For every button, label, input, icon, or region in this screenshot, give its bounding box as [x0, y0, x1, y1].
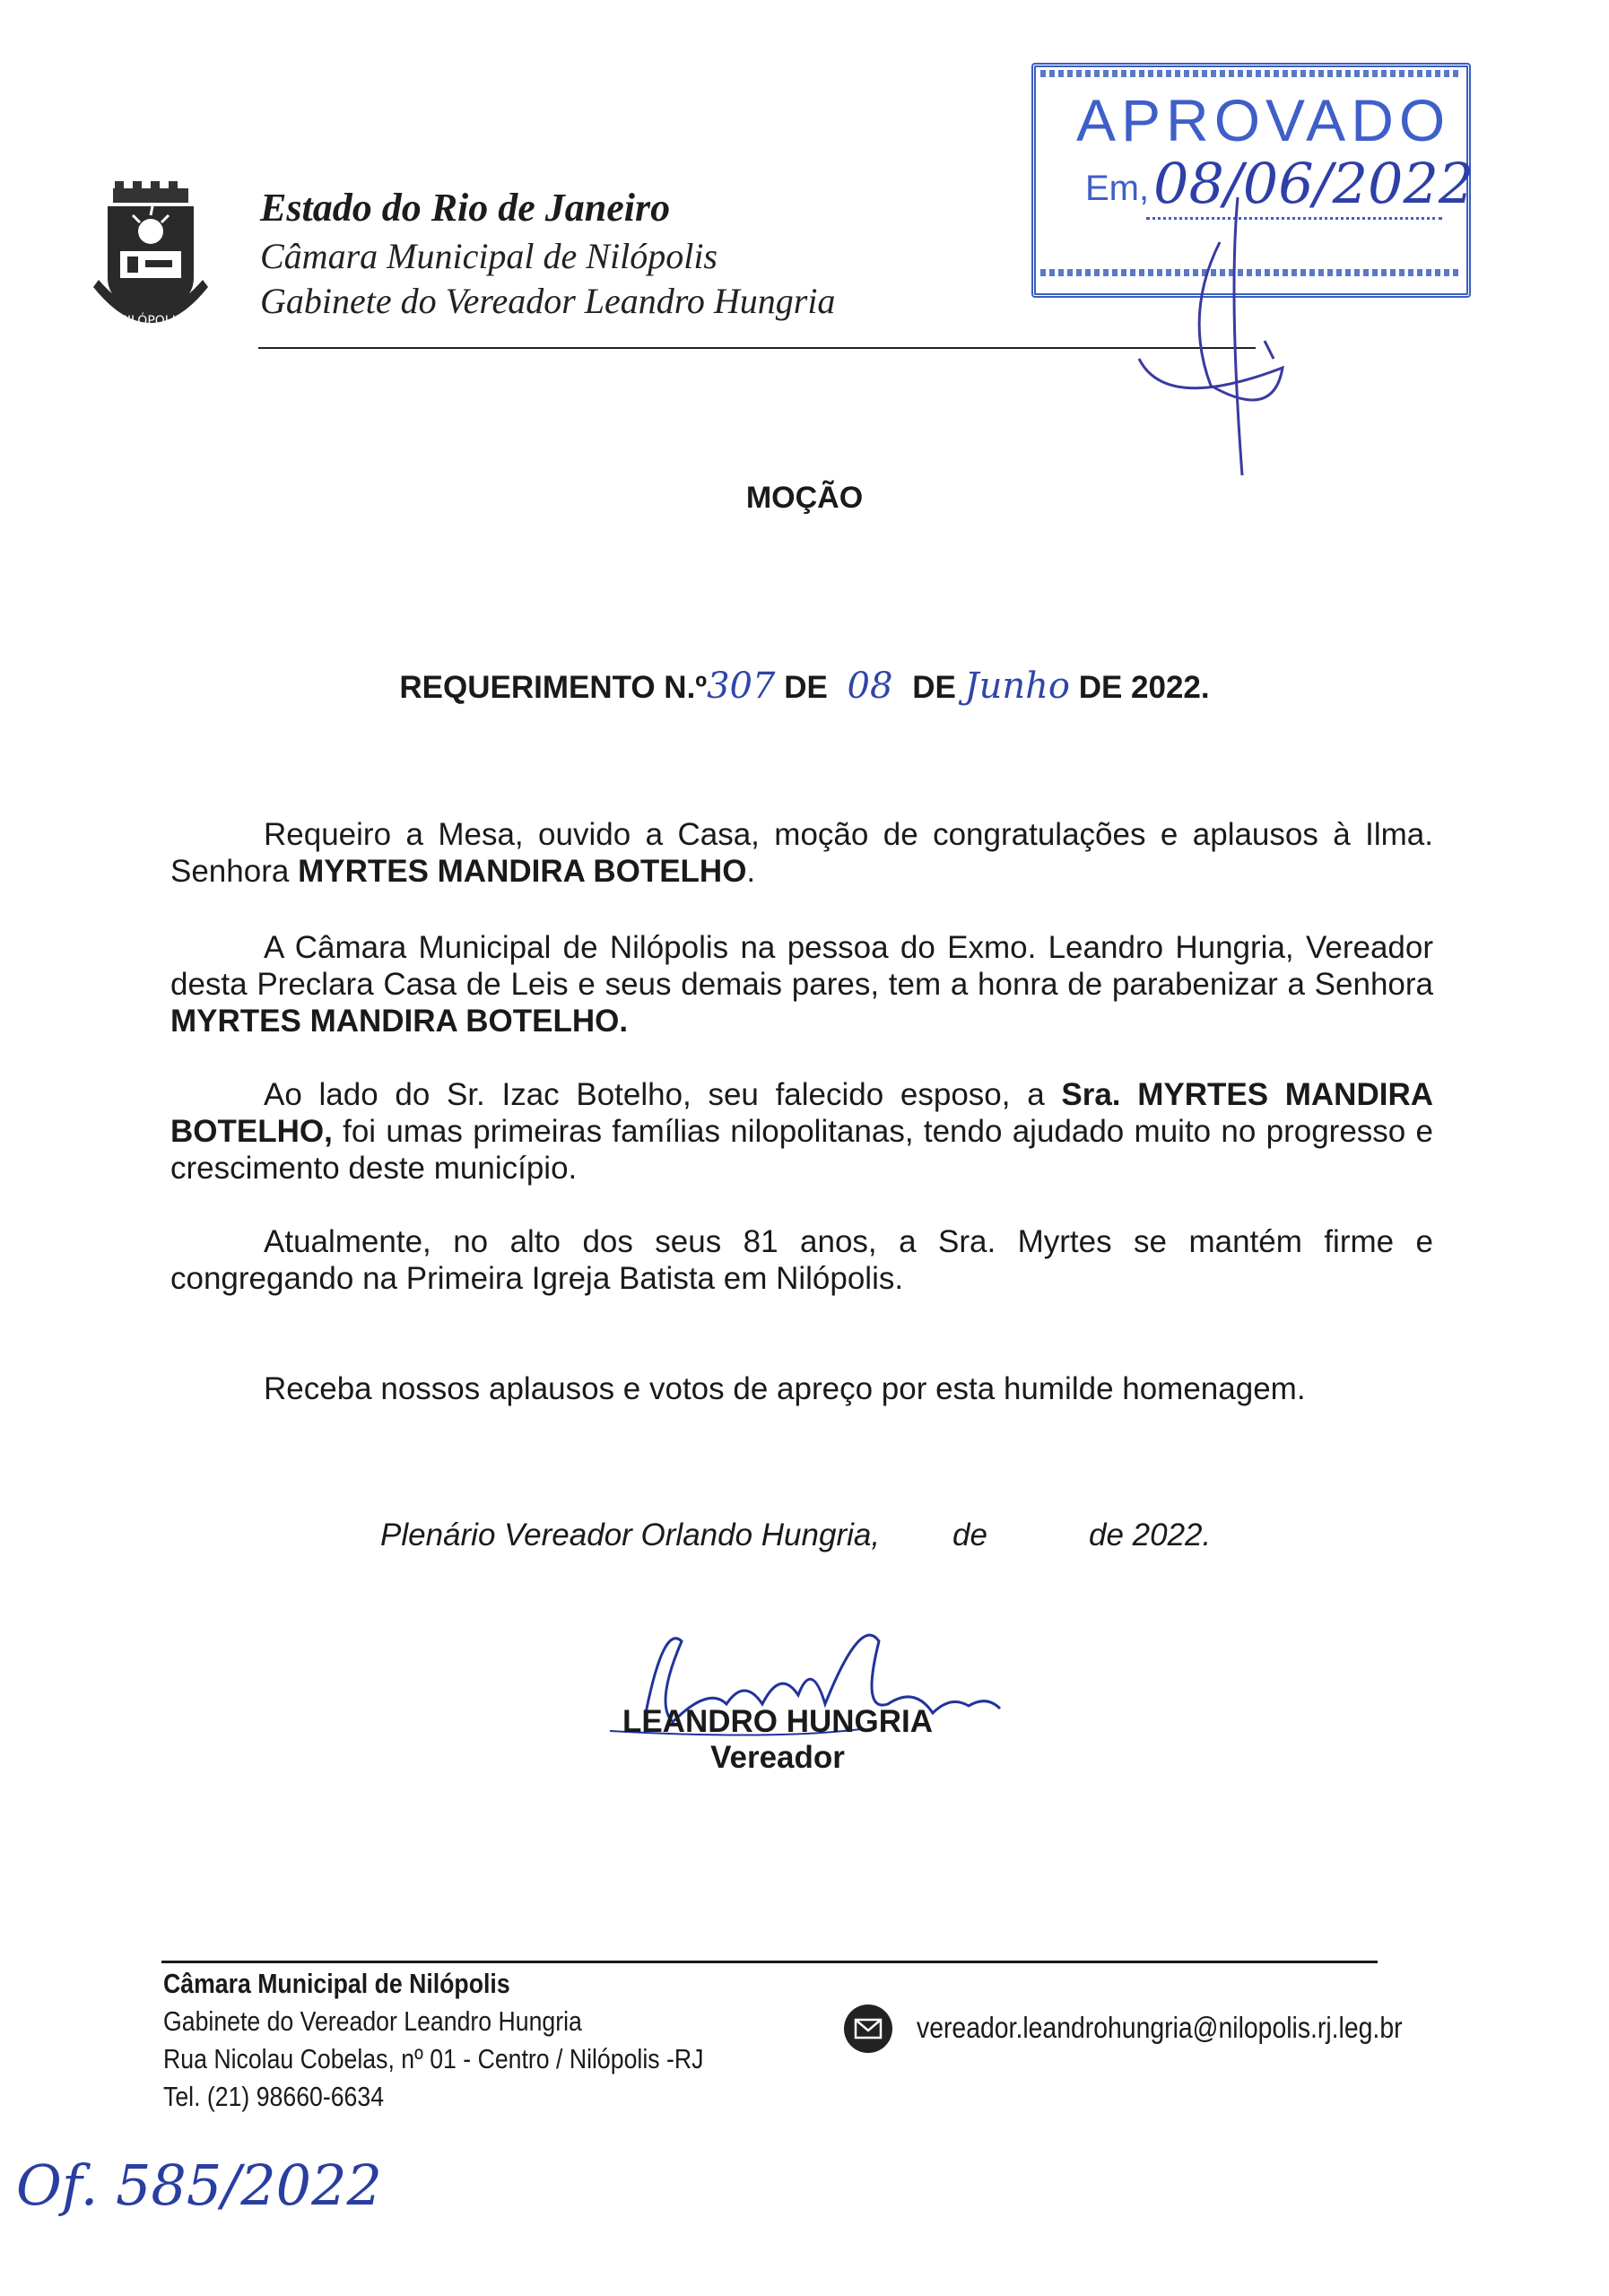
req-year: DE 2022.	[1078, 670, 1210, 705]
footer-rule	[161, 1961, 1378, 1963]
mail-icon	[843, 2004, 893, 2054]
footer-phone: Tel. (21) 98660-6634	[163, 2081, 385, 2112]
paragraph-3: Ao lado do Sr. Izac Botelho, seu falecido esposo, a Sra. MYRTES MANDIRA BOTELHO, foi umas primeiras famílias nilopolitanas, tendo ajudado muito no progresso e crescimento deste município.	[170, 1077, 1433, 1186]
chamber-name: Câmara Municipal de Nilópolis	[260, 236, 718, 276]
stamp-date: 08/06/2022	[1153, 151, 1474, 216]
footer-office: Gabinete do Vereador Leandro Hungria	[163, 2005, 582, 2037]
paragraph-4: Atualmente, no alto dos seus 81 anos, a Sra. Myrtes se mantém firme e congregando na Primeira Igreja Batista em Nilópolis.	[170, 1224, 1433, 1296]
office-name: Gabinete do Vereador Leandro Hungria	[260, 281, 836, 321]
office-reference-note: Of. 585/2022	[16, 2152, 382, 2218]
footer-email[interactable]: vereador.leandrohungria@nilopolis.rj.leg.br	[917, 2011, 1403, 2044]
signatory-name: LEANDRO HUNGRIA	[622, 1704, 934, 1739]
footer-address: Rua Nicolau Cobelas, nº 01 - Centro / Nilópolis -RJ	[163, 2043, 704, 2074]
stamp-title: APROVADO	[1076, 87, 1451, 153]
req-month: Junho	[964, 665, 1070, 707]
document-type-title: MOÇÃO	[745, 481, 864, 515]
footer-org: Câmara Municipal de Nilópolis	[163, 1968, 510, 1999]
request-heading	[0, 665, 1609, 707]
paragraph-5: Receba nossos aplausos e votos de apreço por esta humilde homenagem.	[264, 1371, 1306, 1406]
paragraph-1: Requeiro a Mesa, ouvido a Casa, moção de congratulações e aplausos à Ilma. Senhora MYRTES MANDIRA BOTELHO.	[170, 817, 1433, 889]
plenario-de: de	[952, 1518, 987, 1552]
stamp-em-label: Em,	[1085, 169, 1150, 208]
municipal-crest-icon	[88, 179, 213, 341]
signatory-role: Vereador	[710, 1740, 845, 1775]
req-de-2: DE	[912, 670, 956, 705]
req-number: 307	[707, 665, 776, 707]
state-title: Estado do Rio de Janeiro	[260, 186, 671, 230]
header-rule	[258, 347, 1256, 349]
plenario-place: Plenário Vereador Orlando Hungria,	[380, 1518, 881, 1552]
plenario-year: de 2022.	[1089, 1518, 1212, 1552]
req-de-1: DE	[784, 670, 828, 705]
req-label: REQUERIMENTO N.º	[399, 670, 708, 705]
crest-text: NILÓPOLIS	[117, 314, 184, 328]
paragraph-2: A Câmara Municipal de Nilópolis na pessoa do Exmo. Leandro Hungria, Vereador desta Preclara Casa de Leis e seus demais pares, tem a honra de parabenizar a Senhora MYRTES MANDIRA BOTELHO.	[170, 930, 1433, 1039]
stamp-initial-mark	[1130, 188, 1309, 493]
req-day: 08	[847, 665, 893, 707]
